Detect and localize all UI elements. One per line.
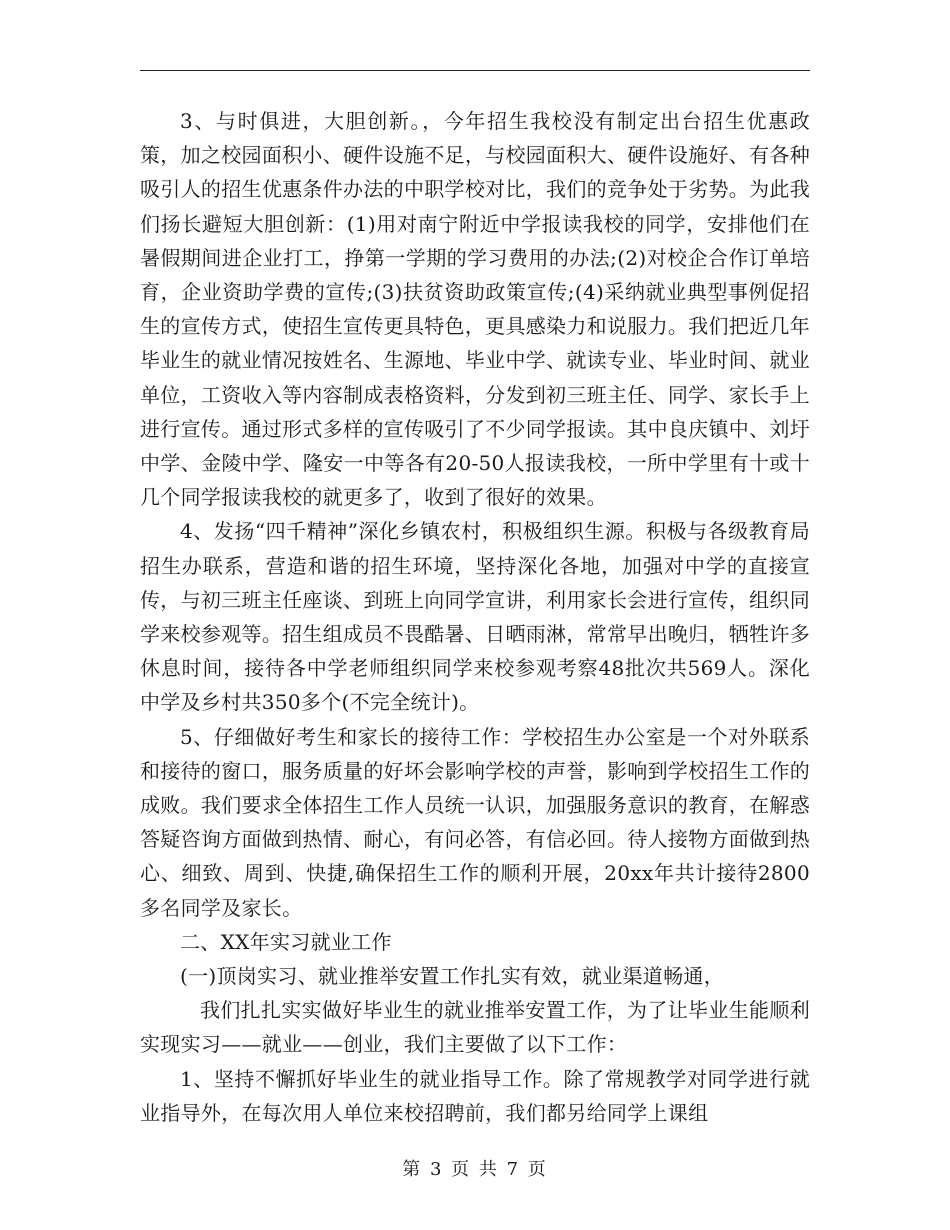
page-footer: 第 3 页 共 7 页 <box>402 1159 548 1180</box>
subsection-heading-placement: (一)顶岗实习、就业推举安置工作扎实有效，就业渠道畅通， <box>180 964 725 989</box>
paragraph-placement-intro: 我们扎扎实实做好毕业生的就业推举安置工作，为了让毕业生能顺利实现实习——就业——创业，我们主要做了以下工作： <box>140 998 810 1057</box>
section-heading-internship: 二、XX年实习就业工作 <box>180 929 392 954</box>
paragraph-reception-work: 5、仔细做好考生和家长的接待工作：学校招生办公室是一个对外联系和接待的窗口，服务质量的好坏会影响学校的声誉，影响到学校招生工作的成败。我们要求全体招生工作人员统一认识，加强服务意识的教育，在解惑答疑咨询方面做到热情、耐心，有问必答，有信必回。待人接物方面做到热心、细致、周到、快捷,确保招生工作的顺利开展，20xx年共计接待2800多名同学及家长。 <box>140 724 810 920</box>
paragraph-career-guidance: 1、坚持不懈抓好毕业生的就业指导工作。除了常规教学对同学进行就业指导外，在每次用人单位来校招聘前，我们都另给同学上课组 <box>140 1066 810 1125</box>
header-rule <box>140 70 810 71</box>
paragraph-innovation: 3、与时俱进，大胆创新。，今年招生我校没有制定出台招生优惠政策，加之校园面积小、硬件设施不足，与校园面积大、硬件设施好、有各种吸引人的招生优惠条件办法的中职学校对比，我们的竞争处于劣势。为此我们扬长避短大胆创新：(1)用对南宁附近中学报读我校的同学，安排他们在暑假期间进企业打工，挣第一学期的学习费用的办法;(2)对校企合作订单培育，企业资助学费的宣传;(3)扶贫资助政策宣传;(4)采纳就业典型事例促招生的宣传方式，使招生宣传更具特色，更具感染力和说服力。我们把近几年毕业生的就业情况按姓名、生源地、毕业中学、就读专业、毕业时间、就业单位，工资收入等内容制成表格资料，分发到初三班主任、同学、家长手上进行宣传。通过形式多样的宣传吸引了不少同学报读。其中良庆镇中、刘圩中学、金陵中学、隆安一中等各有20-50人报读我校，一所中学里有十或十几个同学报读我校的就更多了，收到了很好的效果。 <box>140 109 810 510</box>
paragraph-four-thousand-spirit: 4、发扬“四千精神”深化乡镇农村，积极组织生源。积极与各级教育局招生办联系，营造和谐的招生环境，坚持深化各地，加强对中学的直接宣传，与初三班主任座谈、到班上向同学宣讲，利用家长会进行宣传，组织同学来校参观等。招生组成员不畏酷暑、日晒雨淋，常常早出晚归，牺牲许多休息时间，接待各中学老师组织同学来校参观考察48批次共569人。深化中学及乡村共350多个(不完全统计)。 <box>140 519 810 715</box>
document-body <box>140 104 810 1130</box>
